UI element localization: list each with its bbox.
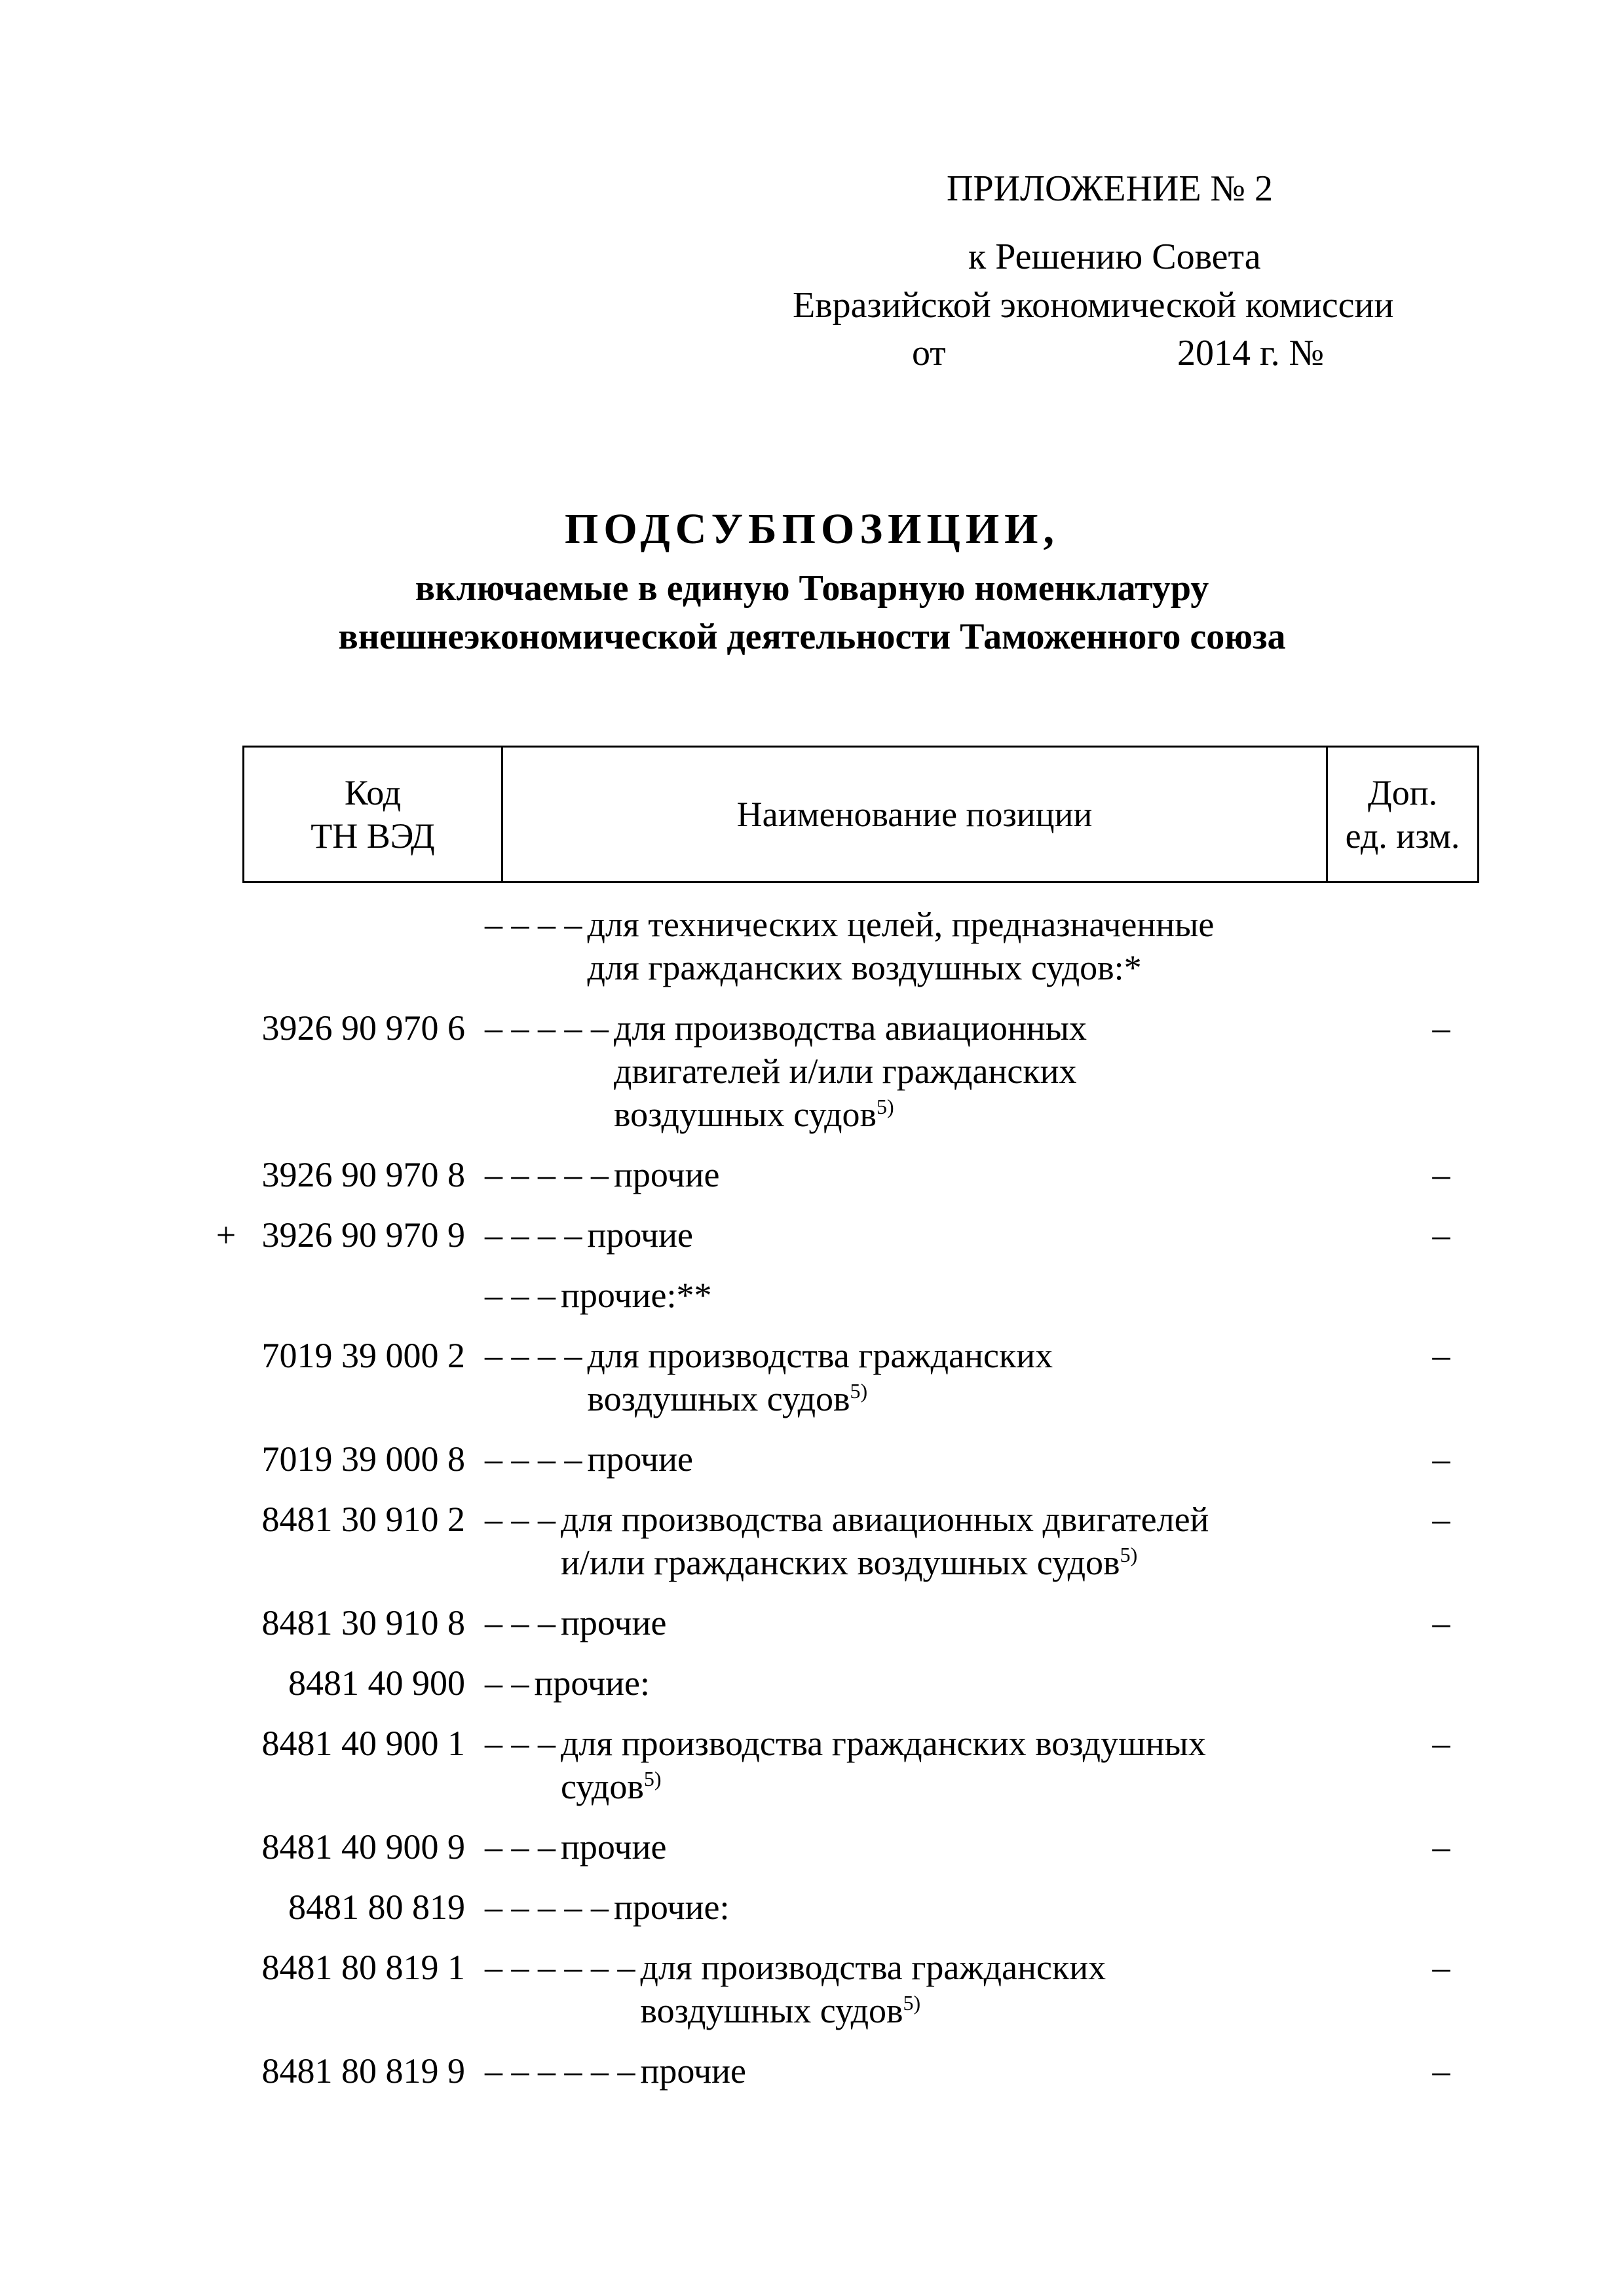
dash-level-prefix: – – – – – – (485, 1948, 635, 1987)
tn-ved-code (236, 903, 485, 989)
position-text-line: воздушных судов$^{5)}$ (614, 1095, 894, 1134)
additional-unit: – (1432, 1948, 1450, 1987)
position-text-line: прочие (640, 2051, 747, 2091)
tn-ved-code: 8481 30 910 8 (261, 1603, 465, 1642)
appendix-number: ПРИЛОЖЕНИЕ № 2 (947, 168, 1273, 209)
position-name (485, 1437, 1343, 1481)
page-subtitle-line1: включаемые в единую Товарную номенклатуру (415, 568, 1209, 609)
appendix-date-year-number: 2014 г. № (1177, 333, 1325, 373)
position-text-line: прочие (587, 1215, 694, 1255)
position-name (485, 1886, 1343, 1929)
position-name (485, 1006, 1343, 1136)
position-text (588, 1334, 1053, 1420)
position-text (614, 1886, 730, 1929)
table-row (0, 2049, 1624, 2093)
position-text-line: для производства гражданских воздушных (561, 1724, 1206, 1763)
footnote-ref: 5) (903, 1991, 921, 2015)
position-text-line: для производства авиационных (614, 1008, 1087, 1048)
dash-level-prefix: – – – – (485, 1215, 582, 1255)
position-name (485, 2049, 1343, 2093)
table-row (0, 1153, 1624, 1196)
position-name (485, 1601, 1343, 1644)
position-text (561, 1274, 712, 1317)
dash-level-prefix: – – – – (485, 1336, 582, 1375)
position-text-line: прочие (587, 1439, 694, 1479)
appendix-commission: Евразийской экономической комиссии (793, 285, 1394, 326)
tn-ved-code: 8481 40 900 9 (261, 1827, 465, 1867)
table-row (0, 1722, 1624, 1808)
dash-level-prefix: – – – – – (485, 1008, 609, 1048)
tn-ved-code: 8481 80 819 (288, 1887, 465, 1927)
footnote-ref: 5) (643, 1767, 662, 1791)
dash-level-prefix: – – – (485, 1827, 556, 1867)
position-text (614, 1006, 1087, 1136)
additional-unit: – (1432, 1336, 1450, 1375)
position-text-line: прочие: (614, 1887, 730, 1927)
position-text-line: двигателей и/или гражданских (614, 1052, 1077, 1091)
position-text-line: воздушных судов$^{5)}$ (587, 1379, 868, 1418)
footnote-ref: 5) (850, 1379, 868, 1403)
position-text-line: прочие:** (561, 1276, 712, 1315)
position-text (641, 1946, 1106, 2032)
position-text (561, 1498, 1209, 1584)
dash-level-prefix: – – – – (485, 1439, 582, 1479)
tn-ved-code: 8481 80 819 9 (261, 2051, 465, 2091)
table-row (0, 1213, 1624, 1257)
tn-ved-code: 3926 90 970 8 (261, 1155, 465, 1194)
position-text (561, 1722, 1206, 1808)
position-name (485, 1153, 1343, 1196)
dash-level-prefix: – – – – – (485, 1887, 609, 1927)
tn-ved-code (236, 1274, 485, 1317)
dash-level-prefix: – – – (485, 1603, 556, 1642)
position-text (614, 1153, 720, 1196)
position-text (588, 1213, 694, 1257)
footnote-ref: 5) (1120, 1543, 1138, 1566)
table-row (0, 1886, 1624, 1929)
dash-level-prefix: – – – (485, 1724, 556, 1763)
position-text (641, 2049, 747, 2093)
table-row (0, 1946, 1624, 2032)
position-text-line: прочие (561, 1603, 667, 1642)
additional-unit (1343, 1274, 1539, 1317)
position-text (561, 1825, 667, 1868)
tn-ved-code: 3926 90 970 9 (261, 1215, 465, 1255)
header-name-cell (503, 748, 1328, 881)
additional-unit (1343, 1886, 1539, 1929)
tn-ved-code: 8481 30 910 2 (261, 1500, 465, 1539)
tn-ved-code: 8481 40 900 1 (261, 1724, 465, 1763)
position-name (485, 1946, 1343, 2032)
table-row (0, 1825, 1624, 1868)
additional-unit: – (1432, 1603, 1450, 1642)
dash-level-prefix: – – – – – (485, 1155, 609, 1194)
additional-unit: – (1432, 2051, 1450, 2091)
dash-level-prefix: – – – (485, 1500, 556, 1539)
position-text (588, 903, 1215, 989)
position-text (588, 1437, 694, 1481)
position-name (485, 1661, 1343, 1705)
tn-ved-code: 7019 39 000 2 (261, 1336, 465, 1375)
header-code-line2: ТН ВЭД (311, 816, 435, 856)
tn-ved-code: 8481 80 819 1 (261, 1948, 465, 1987)
position-text-line: судов$^{5)}$ (561, 1767, 662, 1806)
table-body (0, 903, 1624, 2093)
header-unit-line2: ед. изм. (1345, 816, 1460, 856)
header-code-line1: Код (344, 773, 402, 812)
additional-unit: – (1432, 1724, 1450, 1763)
table-row (0, 1274, 1624, 1317)
footnote-ref: 5) (877, 1095, 894, 1118)
position-name (485, 1334, 1343, 1420)
position-text-line: прочие (614, 1155, 720, 1194)
tn-ved-code: 8481 40 900 (288, 1663, 465, 1703)
position-text-line: для производства гражданских (587, 1336, 1053, 1375)
tn-ved-code: 3926 90 970 6 (261, 1008, 465, 1048)
appendix-to-decision: к Решению Совета (968, 237, 1261, 277)
table-row (0, 1498, 1624, 1584)
additional-unit: – (1432, 1008, 1450, 1048)
table-row (0, 1601, 1624, 1644)
change-mark: + (216, 1215, 236, 1255)
position-text-line: прочие: (534, 1663, 651, 1703)
position-text (561, 1601, 667, 1644)
table-row (0, 903, 1624, 989)
dash-level-prefix: – – – (485, 1276, 556, 1315)
table-row (0, 1006, 1624, 1136)
position-text-line: и/или гражданских воздушных судов$^{5)}$ (561, 1543, 1138, 1582)
page-title: ПОДСУБПОЗИЦИИ, (564, 505, 1060, 553)
dash-level-prefix: – – – – – – (485, 2051, 635, 2091)
position-name (485, 1498, 1343, 1584)
position-name (485, 1274, 1343, 1317)
position-text-line: воздушных судов$^{5)}$ (640, 1991, 921, 2030)
header-code-cell (244, 748, 503, 881)
header-name: Наименование позиции (736, 795, 1093, 834)
additional-unit: – (1432, 1500, 1450, 1539)
position-name (485, 1825, 1343, 1868)
table-row (0, 1334, 1624, 1420)
position-text-line: прочие (561, 1827, 667, 1867)
table-row (0, 1437, 1624, 1481)
position-name (485, 903, 1343, 989)
position-text-line: для производства гражданских (640, 1948, 1106, 1987)
position-text-line: для гражданских воздушных судов:* (587, 948, 1142, 987)
additional-unit: – (1432, 1439, 1450, 1479)
additional-unit: – (1432, 1215, 1450, 1255)
additional-unit (1343, 1661, 1539, 1705)
appendix-date-prefix: от (912, 333, 946, 373)
additional-unit: – (1432, 1827, 1450, 1867)
header-unit-line1: Доп. (1367, 773, 1438, 812)
table-row (0, 1661, 1624, 1705)
position-text-line: для производства авиационных двигателей (561, 1500, 1209, 1539)
position-name (485, 1213, 1343, 1257)
dash-level-prefix: – – – – (485, 905, 582, 944)
additional-unit (1343, 903, 1539, 989)
position-text-line: для технических целей, предназначенные (587, 905, 1215, 944)
dash-level-prefix: – – (485, 1663, 529, 1703)
tn-ved-code: 7019 39 000 8 (261, 1439, 465, 1479)
position-name (485, 1722, 1343, 1808)
position-text (535, 1661, 651, 1705)
page-subtitle-line2: внешнеэкономической деятельности Таможенного союза (338, 616, 1286, 657)
table-header (242, 746, 1479, 883)
header-unit-cell (1328, 748, 1477, 881)
additional-unit: – (1432, 1155, 1450, 1194)
